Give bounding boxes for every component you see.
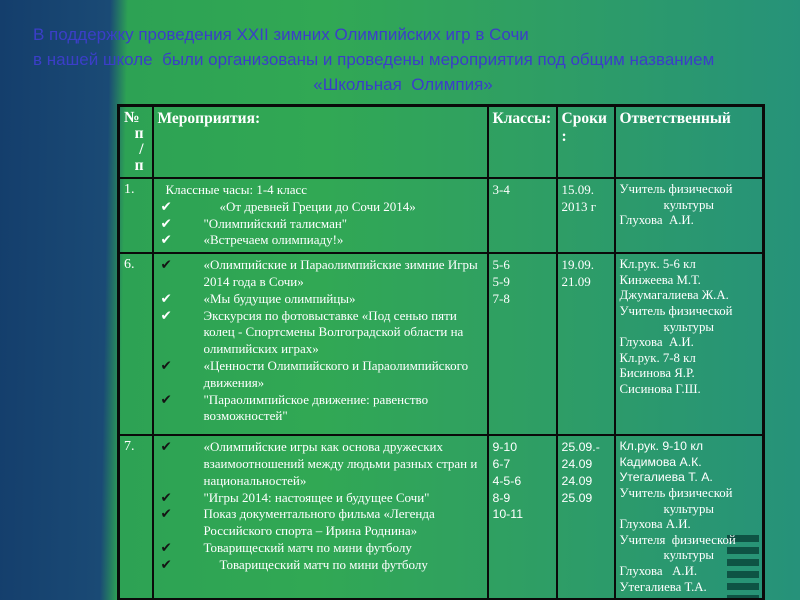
event-item [158, 439, 483, 489]
responsible-line: культуры [663, 548, 714, 563]
header-events [153, 106, 488, 179]
row-number-cell [119, 178, 153, 253]
check-icon: ✔ [160, 357, 172, 374]
event-item [158, 490, 483, 507]
responsible-line: Утегалиева Т.А. [619, 579, 707, 594]
responsible-line: Кл.рук. 9-10 кл [619, 439, 704, 454]
event-item-text: «Мы будущие олимпийцы» [203, 290, 356, 306]
header-classes-label: Классы: [492, 110, 552, 127]
responsible-line: Утегалиева Т. А. [619, 470, 713, 485]
event-item [158, 216, 483, 233]
responsible-line: культуры [663, 319, 714, 334]
responsible-line: Глухова А.И. [619, 517, 691, 532]
event-item [158, 182, 483, 199]
check-icon: ✔ [160, 556, 172, 573]
check-icon: ✔ [160, 391, 172, 408]
table-row [119, 178, 764, 253]
event-item [158, 540, 483, 557]
class-range: 10-11 [492, 507, 524, 522]
date-line: 24.09 [561, 456, 593, 471]
header-num [119, 106, 153, 179]
check-icon: ✔ [160, 539, 172, 556]
header-events-label: Мероприятия: [157, 110, 261, 127]
event-item [158, 308, 483, 358]
event-item [158, 291, 483, 308]
dates-cell [557, 253, 615, 435]
date-line: 15.09. [561, 182, 594, 197]
event-item-text: «Встречаем олимпиаду!» [203, 232, 344, 248]
event-item [158, 358, 483, 392]
date-line: 25.09 [561, 490, 593, 505]
class-range: 4-5-6 [492, 473, 522, 488]
event-item [158, 232, 483, 249]
date-line: 2013 г [561, 198, 597, 214]
dates-cell [557, 178, 615, 253]
class-range: 7-8 [492, 290, 510, 306]
table-row [119, 435, 764, 599]
responsible-line: Учитель физической [619, 182, 733, 196]
classes-cell [488, 178, 557, 253]
check-icon: ✔ [160, 439, 172, 456]
row-number: 6. [124, 257, 135, 273]
class-range: 6-7 [492, 456, 511, 471]
event-item-text: Товарищеский матч по мини футболу [219, 556, 428, 572]
responsible-line: Кинжеева М.Т. [619, 272, 701, 287]
header-num-line: № [124, 109, 140, 126]
responsible-line: Кадимова А.К. [619, 454, 702, 469]
header-dates-line: Сроки [561, 110, 607, 127]
event-item-text: "Параолимпийское движение: равенство возможностей" [203, 391, 429, 424]
header-num-line: п [134, 157, 144, 174]
responsible-line: Кл.рук. 7-8 кл [619, 350, 696, 365]
header-num-line: п [134, 125, 144, 142]
event-item [158, 506, 483, 540]
check-icon: ✔ [160, 198, 172, 215]
class-range: 8-9 [492, 490, 511, 505]
date-line: 21.09 [561, 273, 591, 289]
header-num-line: / [139, 141, 144, 158]
event-item-text: Экскурсия по фотовыставке «Под сенью пяти колец - Спортсмены Волгоградской области на олимпийских играх» [203, 307, 464, 357]
check-icon: ✔ [160, 489, 172, 506]
event-item-text: "Олимпийский талисман" [203, 215, 348, 231]
responsible-cell [615, 253, 764, 435]
event-item [158, 557, 483, 574]
responsible-cell [615, 178, 764, 253]
event-item-text: Показ документального фильма «Легенда Российского спорта – Ирина Роднина» [203, 506, 435, 539]
events-cell [153, 435, 488, 599]
title-line-1: В поддержку проведения XXII зимних Олимпийских игр в Сочи [33, 25, 529, 44]
title-line-2: в нашей школе были организованы и проведены мероприятия под общим названием [33, 50, 715, 69]
event-item-text: «Олимпийские и Параолимпийские зимние Игры 2014 года в Сочи» [203, 257, 478, 289]
class-range: 5-6 [492, 257, 510, 273]
responsible-line: Сисинова Г.Ш. [619, 381, 701, 396]
responsible-line: Кл.рук. 5-6 кл [619, 257, 696, 272]
event-item [158, 392, 483, 426]
check-icon: ✔ [160, 215, 172, 232]
header-responsible [615, 106, 764, 179]
check-icon: ✔ [160, 290, 172, 307]
responsible-line: культуры [663, 197, 714, 212]
class-range: 5-9 [492, 273, 510, 289]
event-item [158, 199, 483, 216]
event-item-text: Товарищеский матч по мини футболу [203, 539, 412, 555]
class-range: 3-4 [492, 182, 510, 197]
event-item [158, 257, 483, 291]
title-line-3: «Школьная Олимпия» [313, 75, 493, 94]
date-line: 24.09 [561, 473, 593, 488]
check-icon: ✔ [160, 257, 172, 274]
header-dates-line: : [561, 128, 567, 145]
event-item-text: «Олимпийские игры как основа дружеских взаимоотношений между людьми разных стран и национальностей» [203, 439, 478, 488]
check-icon: ✔ [160, 232, 172, 249]
responsible-line: культуры [663, 501, 714, 516]
row-number-cell [119, 435, 153, 599]
check-icon: ✔ [160, 506, 172, 523]
classes-cell [488, 435, 557, 599]
responsible-line: Глухова А.И. [619, 213, 694, 228]
responsible-cell [615, 435, 764, 599]
responsible-line: Учитель физической [619, 485, 733, 500]
event-item-text: «Ценности Олимпийского и Параолимпийского движения» [203, 357, 469, 390]
row-number: 7. [124, 439, 135, 455]
responsible-line: Глухова А.И. [619, 335, 694, 350]
responsible-line: Глухова А.И. [619, 563, 698, 578]
class-range: 9-10 [492, 440, 518, 455]
responsible-line: Бисинова Я.Р. [619, 366, 695, 381]
header-responsible-label: Ответственный [619, 110, 731, 127]
responsible-line: Джумагалиева Ж.А. [619, 288, 729, 303]
row-number-cell [119, 253, 153, 435]
slide-title [33, 22, 773, 97]
header-dates [557, 106, 615, 179]
responsible-line: Учитель физической [619, 303, 733, 318]
date-line: 25.09.- [561, 440, 600, 455]
row-number: 1. [124, 182, 135, 197]
events-cell [153, 253, 488, 435]
event-item-text: "Игры 2014: настоящее и будущее Сочи" [203, 489, 430, 505]
event-item-text: «От древней Греции до Сочи 2014» [219, 198, 416, 214]
table-header-row [119, 106, 764, 179]
event-item-text: Классные часы: 1-4 класс [165, 182, 308, 197]
date-line: 19.09. [561, 257, 594, 273]
classes-cell [488, 253, 557, 435]
dates-cell [557, 435, 615, 599]
responsible-line: Учителя физической [619, 532, 736, 547]
table-row [119, 253, 764, 435]
check-icon: ✔ [160, 307, 172, 324]
events-cell [153, 178, 488, 253]
header-classes [488, 106, 557, 179]
events-table [117, 104, 765, 600]
